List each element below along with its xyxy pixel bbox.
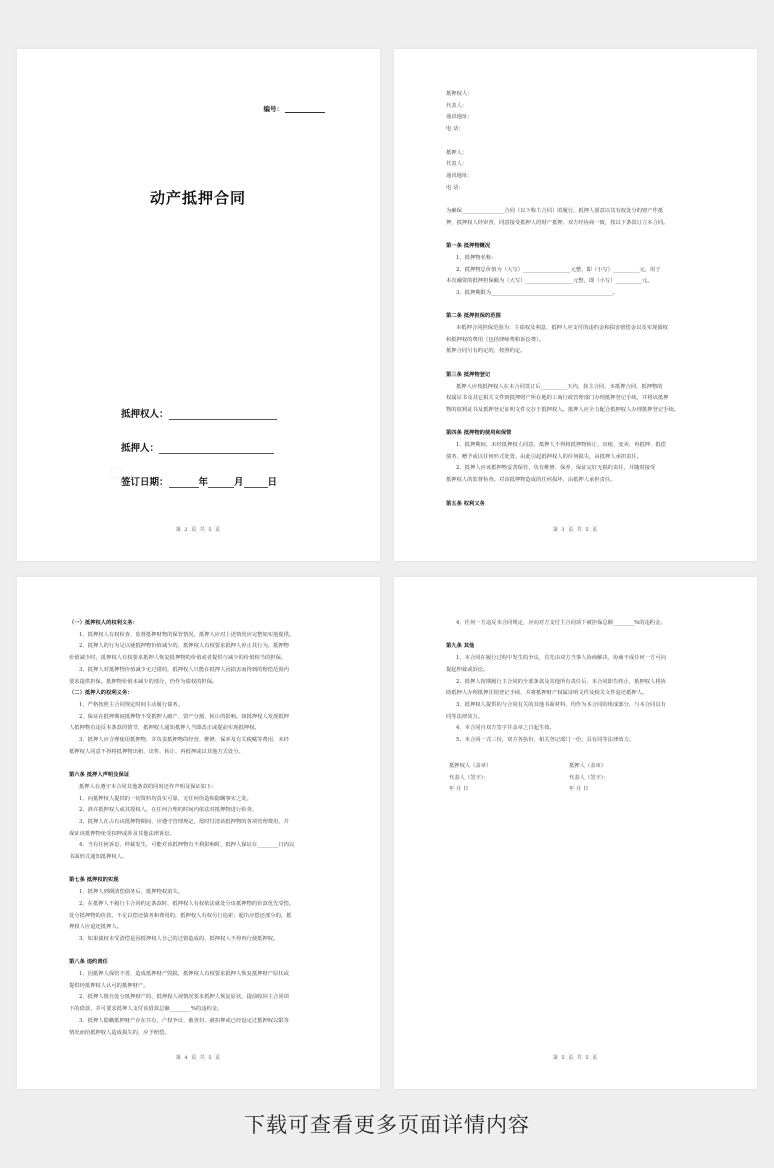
- document-page-5: [394, 577, 757, 1089]
- text-line: 3、抵押权人提供的与合同有关的其他书面材料，均作为本合同的组成部分，与本合同具有: [456, 701, 666, 708]
- text-line: 1、因抵押人保管不善，造成抵押财产毁损，抵押权人有权要求抵押人恢复抵押财产原状或: [79, 971, 289, 978]
- section-heading: （一）抵押权人的权利义务：: [69, 620, 138, 626]
- text-line: [69, 758, 330, 770]
- text-line: 为确保________________合同（以下称主合同）的履行，抵押人愿意以其有权处分的财产作抵: [446, 208, 664, 214]
- text-line: 书面形式通知抵押权人。: [69, 854, 128, 861]
- mortgagee-signature: 代表人（签字）：: [449, 774, 489, 781]
- text-line: 保证该抵押物免受扣押或涉及其他法律诉讼。: [69, 830, 175, 837]
- text-line: 情况而给抵押权人造成损失的，应予赔偿。: [69, 1029, 170, 1036]
- text-line: 同等法律效力。: [446, 713, 484, 720]
- signature-block: [449, 761, 717, 796]
- text-line: 3、抵押人应合理使用抵押物，并负责抵押物的经营、维修、保养及有关税赋等费用，未经: [79, 737, 289, 744]
- text-line: 提起仲裁或诉讼。: [446, 666, 489, 673]
- text-line: 押，抵押权人经审查，同意接受抵押人的财产抵押。双方经协商一致，按以下条款订立本合同。: [446, 219, 669, 226]
- page-footer: 第 3 页 共 5 页: [552, 527, 599, 533]
- page-body: [446, 618, 707, 747]
- text-line: [446, 487, 707, 499]
- section-heading: 第九条 其他: [446, 643, 475, 650]
- text-line: 债务、赠予或以任何形式处置。由此引起抵押权人的任何损失，由抵押人承担责任。: [446, 453, 642, 460]
- mortgagee-signature: 抵押权人（盖章）: [449, 763, 492, 769]
- text-line: 2、抵押人擅自处分抵押财产的，抵押权人视情况要求抵押人恢复原状，提前收回主合同项: [79, 994, 289, 1001]
- text-line: 2、在抵押人不履行主合同约定条款时，抵押权人有权依法就处分该抵押物的价款优先受偿。: [79, 900, 295, 907]
- text-line: 2、抵押人的行为足以使抵押物价值减少的，抵押权人有权要求抵押人停止其行为。抵押物: [79, 643, 289, 650]
- mortgagor-blank: [159, 443, 274, 454]
- text-line: [69, 864, 330, 876]
- text-line: 3、抵押人隐瞒抵押财产存在共有、产权争议、被查封、被扣押或已经设定过抵押权以限等: [79, 1017, 289, 1024]
- text-line: 下的借款，并可要求抵押人支付该借款总额________%的违约金。: [69, 1006, 223, 1013]
- text-line: 抵押人：: [446, 149, 468, 156]
- text-line: [446, 630, 707, 642]
- text-line: 3、抵押人对抵押物价值减少无过错的，抵押权人只能在抵押人因损害而得到的赔偿范围内: [79, 666, 289, 673]
- text-line: 处分抵押物的价款，不足以偿还债务和费用的，抵押权人有权另行追索；超出应偿还部分的，抵: [69, 912, 292, 919]
- text-line: 4、任何一方违反本合同规定，应向对方支付主合同项下被担保总额________%的违约金。: [456, 620, 666, 626]
- mortgagor-signature: 抵押人（盖章）: [569, 763, 607, 769]
- text-line: 和抵押权的费用（包括律师费和诉讼费）。: [446, 336, 544, 343]
- section-heading: 第五条 权利义务: [446, 500, 485, 507]
- mortgagee-field: 抵押权人：: [121, 406, 277, 420]
- text-line: 1、抵押人到期清偿债务后，抵押物权消失。: [79, 889, 184, 896]
- page-body: [69, 618, 330, 1039]
- text-line: 1、抵押物名称：: [456, 254, 497, 261]
- text-line: 抵押权人：: [446, 91, 473, 97]
- section-heading: 第六条 抵押人声明及保证: [69, 772, 130, 779]
- text-line: 5、本合同一式三份，双方各执份，相关登记部门一份，具有同等法律效力。: [456, 737, 635, 744]
- text-line: 1、抵押权人有权检查、监督抵押财物的保管情况，抵押人应对上述情况应完整如实地提供。: [79, 631, 295, 638]
- text-line: 抵押权人同意不得将抵押物出租、出售、转让、再抵押或以其他方式处分。: [69, 748, 244, 755]
- section-heading: 第四条 抵押物的使用和保管: [446, 430, 512, 437]
- text-line: 押权人应退还抵押人。: [69, 924, 122, 931]
- section-heading: （二）抵押人的权利义务：: [69, 690, 133, 697]
- text-line: 抵押人在遵守本合同其他条款的同时还作声明及保证如下：: [79, 783, 217, 790]
- text-line: 物的权利证书及抵押登记证明文件交存于抵押权人。抵押人应全力配合抵押权人办理抵押登记手续。: [446, 406, 680, 413]
- text-line: 3、如果债权未受清偿是因抵押权人自己的过错造成的，抵押权人不得再行使抵押权。: [79, 935, 279, 942]
- text-line: [446, 358, 707, 370]
- mortgagee-blank: [169, 409, 277, 420]
- text-line: 2、抵押人按期履行主合同的全部条款及其他所有责任后，本合同即告终止，抵押权人将协: [456, 678, 666, 685]
- mortgagor-signature: 代表人（签字）：: [569, 774, 609, 781]
- page-footer: 第 2 页 共 5 页: [175, 527, 222, 533]
- download-caption: 下载可查看更多页面详情内容: [244, 1113, 530, 1137]
- number-blank: [285, 106, 325, 113]
- section-heading: 第三条 抵押物登记: [446, 371, 491, 378]
- text-line: 1、向抵押权人提供的一切资料均真实可靠，无任何伪造和隐瞒事实之处。: [79, 795, 252, 802]
- text-line: 4、本合同自双方签字并盖章之日起生效。: [456, 725, 555, 732]
- signature-row: [449, 761, 717, 773]
- text-line: 3、抵押期限为______________________________________________。: [456, 289, 619, 296]
- mortgagee-signature: 年 月 日: [449, 786, 469, 792]
- section-heading: 第二条 抵押担保的范围: [446, 313, 501, 320]
- text-line: 要求提供担保。抵押物价值未减少的部分，仍作为债权的担保。: [69, 678, 218, 685]
- page-body: [446, 89, 707, 510]
- contract-number: 编号：: [264, 104, 326, 113]
- text-line: 权属证书及其它相关文件到抵押财产所在地的工商行政管理部门办理抵押登记手续，并将该抵押: [446, 395, 669, 402]
- text-line: 价值减少时，抵押权人有权要求抵押人恢复抵押物的价值或者提供与减少的价值相当的担保。: [69, 655, 287, 662]
- text-line: 本抵押合同担保范围为：主债权及利息、抵押人应支付的违约金和损害赔偿金以及实现债权: [456, 325, 668, 331]
- text-line: 本次融资的抵押担保额为（大写）__________________元整，即（小写）__________元。: [446, 278, 653, 285]
- document-page-3: [394, 49, 757, 561]
- page-footer: 第 5 页 共 5 页: [552, 1055, 599, 1061]
- mortgagor-field: 抵押人：: [121, 440, 274, 454]
- text-line: 1、严格按照主合同规定时间主动履行债务。: [79, 701, 184, 708]
- text-line: 2、抵押人应该抵押物妥善保管，负有维修、保养、保证完好无损的责任，并随时接受: [456, 465, 656, 472]
- signature-row: [449, 784, 717, 796]
- text-line: [69, 946, 330, 958]
- document-page-4: [17, 577, 380, 1089]
- text-line: [446, 417, 707, 429]
- text-line: 抵押合同另有约定的，按照约定。: [446, 348, 526, 355]
- text-line: 1、本合同在履行过程中发生的争议，首先由双方当事人协商解决，协商不成任何一方可向: [456, 655, 666, 662]
- text-line: 1、抵押期间，未经抵押权人同意，抵押人不得将抵押物转让、出租、变卖、再抵押、抵偿: [456, 442, 666, 448]
- text-line: 代表人：: [446, 161, 468, 168]
- text-line: [446, 300, 707, 312]
- text-line: [446, 136, 707, 148]
- text-line: 2、准许抵押权人或其授权人，在任何合理的时间内依法对抵押物进行检查。: [79, 807, 258, 814]
- text-line: 电 话：: [446, 184, 464, 191]
- text-line: [446, 194, 707, 206]
- text-line: [446, 229, 707, 241]
- section-heading: 第一条 抵押物概况: [446, 243, 491, 250]
- document-page-2: [17, 49, 380, 561]
- text-line: 人抵押物有违反本条款的情节，抵押权人通知抵押人当即改正或提前实现抵押权。: [69, 725, 260, 732]
- section-heading: 第七条 抵押权的实现: [69, 877, 119, 884]
- text-line: 代表人：: [446, 102, 468, 109]
- text-line: 3、抵押人在占有该抵押物期间，应遵守管理规定，按时付清该抵押物的各项管理费用，并: [79, 818, 289, 825]
- section-heading: 第八条 违约责任: [69, 959, 108, 966]
- text-line: 通讯地址：: [446, 172, 473, 179]
- text-line: 4、当有任何诉讼、仲裁发生，可能对该抵押物有不利影响时，抵押人保证在________日内以: [79, 842, 295, 849]
- text-line: 助抵押人办理抵押注销登记手续，并将抵押财产权属证明文件及相关文件退还抵押人。: [446, 690, 648, 697]
- document-title: 动产抵押合同: [150, 189, 247, 207]
- text-line: 电 话：: [446, 126, 464, 133]
- signature-row: [449, 773, 717, 785]
- signing-date-field: 签订日期： 年 月 日: [121, 477, 278, 488]
- text-line: 提供经抵押权人认可的抵押财产。: [69, 982, 149, 989]
- text-line: 抵押人应按抵押权人在本合同签订后__________天内，执主合同、本抵押合同、抵押物的: [456, 383, 663, 390]
- text-line: 2、抵押物总价值为（大写）__________________元整，即（小写）__________元，用于: [456, 266, 661, 273]
- mortgagor-signature: 年 月 日: [569, 786, 589, 792]
- page-footer: 第 4 页 共 5 页: [175, 1055, 222, 1061]
- text-line: 通讯地址：: [446, 114, 473, 121]
- text-line: 2、保证在抵押期间抵押物不受抵押人破产、资产分割、转让的影响。如抵押权人发现抵押: [79, 713, 289, 720]
- text-line: 抵押权人的监督检查。对该抵押物造成的任何损坏，由抵押人承担责任。: [446, 477, 616, 484]
